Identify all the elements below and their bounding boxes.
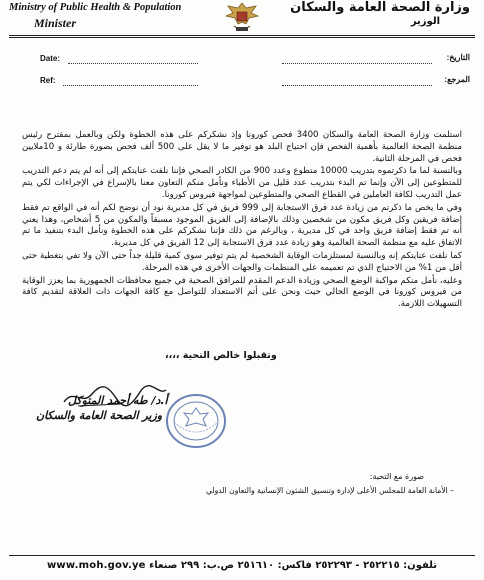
ref-line-ar: [282, 85, 432, 86]
cc-label: صورة مع التحية:: [369, 472, 424, 481]
cc-bullet-icon: –: [450, 486, 454, 495]
closing-line: وتقبلوا خالص التحية ،،،،: [165, 350, 277, 361]
footer-divider: [9, 555, 475, 556]
letter-body: [22, 130, 462, 312]
minister-title-en: Minister: [34, 16, 77, 30]
body-paragraph: استلمت وزارة الصحة العامة والسكان 3400 فحص كورونا وإذ نشكركم على هذه الخطوة ولكن وبالعمل بمقترح رئيس منظمة الصحة العالمية بأهمية الفحص فإن احتياج البلد هو توفير ما لا يقل على 500 ألف فحص بصورة طارئة و 10ملايين فحص في المرحلة الثانية.: [22, 130, 462, 164]
date-line-en: [68, 63, 198, 64]
signatory-name: أ.د/ طه أحمد المتوكل: [68, 394, 168, 407]
body-paragraph: وبالنسبة لما ما ذكرتموه بتدريب 10000 متطوع وعدد 900 من الكادر الصحي فإننا نلفت عنايتكم إلى أنه لم يتم دعم التدريب للمتطوعين إلى الآن وإنما تم البدء بتدريب عدد قليل من الأطباء ونأمل منكم التعاون معنا بالإسراع في الإجراءات لكي يتم عمل التدريب لكافة العاملين في القطاع الصحي والمتطوعين لمواجهة فيروس كورونا.: [22, 166, 463, 200]
ref-label-ar: المرجع:: [444, 75, 470, 84]
date-line-ar: [282, 63, 432, 64]
footer-contact: تلفون: ٢٥٢٢١٥ - ٢٥٢٢٩٣ فاكس: ٢٥١٦١٠ ص.ب: ٢٩٩ صنعاء www.moh.gov.ye: [46, 560, 438, 571]
cc-item: – الأمانة العامة للمجلس الأعلى لإدارة وتنسيق الشئون الإنسانية والتعاون الدولي: [206, 486, 454, 495]
body-paragraph: كما نلفت عنايتكم إنه وبالنسبة لمستلزمات الوقاية الشخصية لم يتم توفير سوى كمية قليلة جداً حتى الآن ولا تفي بتغطية حتى أقل من 1% من الاحتياج الذي تم تعميمه على المنظمات والجهات الأخرى في هذه المرحلة.: [22, 250, 462, 273]
signatory-title: وزير الصحة العامة والسكان: [36, 409, 163, 422]
yemen-eagle-emblem: [222, 0, 262, 36]
date-label-en: Date:: [40, 54, 61, 63]
body-paragraph: وفي ما يخص ما ذكرتم من زيادة عدد فرق الاستجابة إلى 999 فريق في كل مديرية نود أن نوضح لكم أنه في الواقع تم فقط إضافة فريقين وكل فريق مكون من شخصين وذلك بالإضافة إلى الفريق الموجود مسبقاً والمكون من 5 أشخاص، وهذا يعني أنه تم فقط إضافة فريق واحد في كل مديرية ، وبالرغم من ذلك فإننا نشكركم على هذه الخطوة ونأمل البدء بتنفيذ ما تم الاتفاق عليه مع منظمة الصحة العالمية وهو زيادة عدد فرق الاستجابة إلى 12 الفريق في كل مديرية.: [22, 202, 462, 249]
header-divider-thin: [9, 37, 475, 38]
ref-line-en: [63, 85, 198, 86]
body-paragraph: وعليه، نأمل منكم مواكبة الوضع الصحي وزيادة الدعم المقدم للمرافق الصحية في جميع محافظات الجمهورية بما يعزز الوقاية من فيروس كورونا في الوضع الحالي حيث ونحن على أتم الاستعداد للتواصل مع كافة الجهات ذات العلاقة لتقديم كافة التسهيلات اللازمة.: [22, 275, 462, 310]
ministry-name-ar: وزارة الصحة العامة والسكان: [290, 0, 470, 15]
header-divider: [9, 35, 475, 36]
minister-title-ar: الوزير: [410, 16, 440, 27]
ref-label-en: Ref:: [40, 76, 56, 85]
ministry-name-en: Ministry of Public Health & Population: [9, 2, 182, 13]
date-label-ar: التاريخ:: [446, 53, 470, 62]
official-stamp: [164, 392, 228, 450]
